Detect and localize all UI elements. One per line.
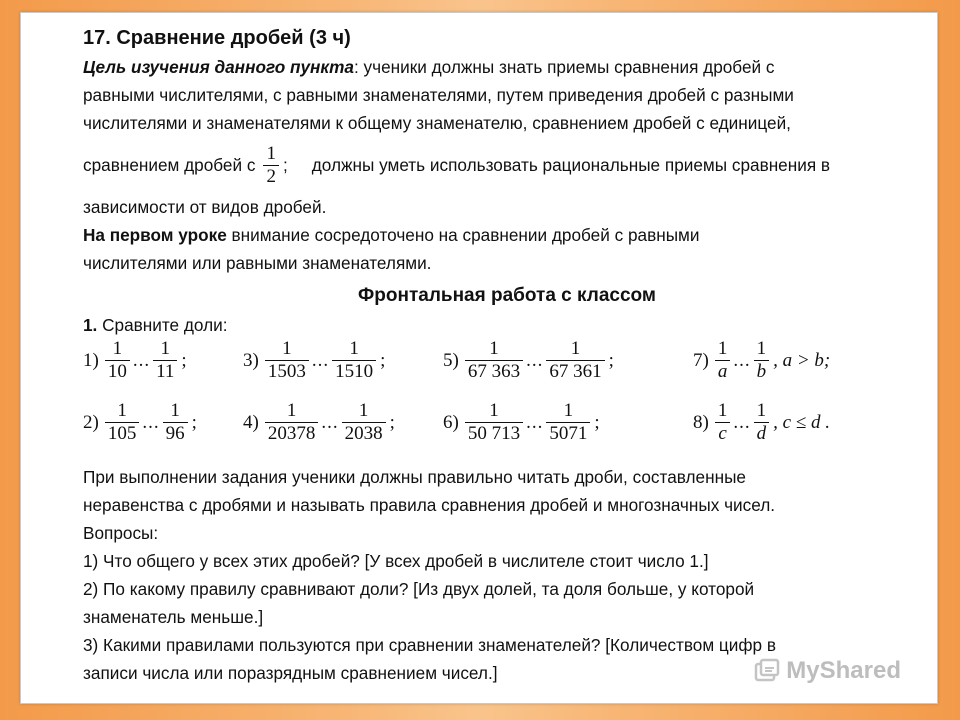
fraction-denominator: 2 bbox=[263, 165, 279, 187]
goal-line-3: числителями и знаменателями к общему знаменателю, сравнением дробей с единицей, bbox=[83, 113, 791, 133]
fraction-denominator: 20378 bbox=[265, 422, 319, 444]
fraction-one-half bbox=[263, 144, 279, 187]
goal-line-2: равными числителями, с равными знаменателями, путем приведения дробей с разными bbox=[83, 85, 794, 105]
task-line bbox=[83, 311, 931, 339]
task-number: 1. bbox=[83, 315, 98, 335]
paragraph-line-2: неравенства с дробями и называть правила сравнения дробей и многозначных чисел. bbox=[83, 495, 776, 515]
exercise-tail: ; bbox=[191, 411, 197, 433]
goal-label: Цель изучения данного пункта bbox=[83, 57, 354, 77]
first-lesson-line-1 bbox=[83, 221, 931, 249]
exercise-item bbox=[443, 401, 600, 444]
fraction bbox=[465, 339, 523, 382]
exercise-tail: ; bbox=[181, 349, 187, 371]
fraction-numerator: 1 bbox=[112, 338, 123, 359]
exercise-item bbox=[693, 339, 830, 382]
exercise-label: 7) bbox=[693, 349, 709, 371]
fraction bbox=[163, 401, 188, 444]
comparison-dots: ... bbox=[311, 349, 330, 371]
exercise-tail: ; bbox=[608, 349, 614, 371]
fraction-numerator: 1 bbox=[756, 338, 767, 359]
question-2-line-2: знаменатель меньше.] bbox=[83, 607, 264, 627]
fraction-denominator: 1503 bbox=[265, 360, 309, 382]
task-text: Сравните доли: bbox=[97, 315, 228, 335]
exercise-item bbox=[83, 339, 187, 382]
fraction bbox=[546, 339, 604, 382]
exercise-label: 8) bbox=[693, 411, 709, 433]
exercise-tail: , c ≤ d . bbox=[773, 411, 830, 433]
fraction-denominator: 50 713 bbox=[465, 422, 523, 444]
comparison-dots: ... bbox=[526, 411, 544, 433]
fraction-numerator: 1 bbox=[160, 338, 170, 359]
comparison-dots: ... bbox=[142, 411, 160, 433]
question-3-line-2: записи числа или поразрядным сравнением чисел.] bbox=[83, 663, 498, 683]
goal-text-4-before: сравнением дробей с bbox=[83, 155, 256, 175]
fraction bbox=[342, 401, 386, 444]
exercise-item bbox=[83, 401, 197, 444]
fraction bbox=[265, 339, 309, 382]
fraction-numerator: 1 bbox=[170, 400, 180, 421]
exercise-label: 2) bbox=[83, 411, 99, 433]
goal-text-4-rest: должны уметь использовать рациональные приемы сравнения в bbox=[311, 155, 831, 175]
goal-text-1: : ученики должны знать приемы сравнения дробей с bbox=[353, 57, 775, 77]
exercise-row-1 bbox=[83, 339, 931, 401]
comparison-dots: ... bbox=[321, 411, 339, 433]
fraction-denominator: b bbox=[754, 360, 770, 382]
fraction bbox=[465, 401, 523, 444]
first-lesson-text-1: внимание сосредоточено на сравнении дробей с равными bbox=[226, 225, 700, 245]
exercise-item bbox=[243, 401, 395, 444]
first-lesson-line-2: числителями или равными знаменателями. bbox=[83, 253, 432, 273]
fraction bbox=[332, 339, 376, 382]
exercise-item bbox=[243, 339, 385, 382]
goal-line-1 bbox=[83, 53, 931, 81]
exercise-label: 3) bbox=[243, 349, 259, 371]
section-heading: Фронтальная работа с классом bbox=[358, 285, 656, 306]
paragraph-line-1: При выполнении задания ученики должны правильно читать дроби, составленные bbox=[83, 467, 746, 487]
fraction-denominator: 1510 bbox=[332, 360, 376, 382]
fraction-numerator: 1 bbox=[117, 400, 127, 421]
fraction bbox=[715, 339, 731, 382]
watermark-text: MyShared bbox=[786, 657, 901, 684]
exercise-row-2 bbox=[83, 401, 931, 463]
fraction-denominator: d bbox=[754, 422, 770, 444]
fraction-numerator: 1 bbox=[756, 400, 767, 421]
fraction-numerator: 1 bbox=[563, 400, 574, 421]
fraction bbox=[754, 339, 770, 382]
exercise-label: 4) bbox=[243, 411, 259, 433]
fraction-numerator: 1 bbox=[358, 400, 369, 421]
page-title: 17. Сравнение дробей (3 ч) bbox=[83, 27, 351, 49]
fraction bbox=[546, 401, 590, 444]
watermark bbox=[754, 657, 901, 685]
comparison-dots: ... bbox=[733, 411, 751, 433]
exercise-label: 5) bbox=[443, 349, 459, 371]
first-lesson-bold: На первом уроке bbox=[83, 225, 227, 245]
fraction-denominator: 96 bbox=[163, 422, 188, 444]
fraction-numerator: 1 bbox=[286, 400, 297, 421]
exercise-label: 1) bbox=[83, 349, 99, 371]
goal-line-4 bbox=[83, 137, 931, 193]
fraction-numerator: 1 bbox=[489, 338, 499, 359]
question-1: 1) Что общего у всех этих дробей? [У всех дробей в числителе стоит число 1.] bbox=[83, 551, 709, 571]
fraction bbox=[105, 401, 140, 444]
fraction bbox=[265, 401, 319, 444]
fraction bbox=[754, 401, 770, 444]
fraction-numerator: 1 bbox=[489, 400, 499, 421]
fraction-numerator: 1 bbox=[717, 338, 728, 359]
fraction-denominator: 2038 bbox=[342, 422, 386, 444]
exercise-tail: ; bbox=[389, 411, 395, 433]
fraction-numerator: 1 bbox=[349, 338, 359, 359]
exercise-label: 6) bbox=[443, 411, 459, 433]
goal-line-5: зависимости от видов дробей. bbox=[83, 197, 327, 217]
fraction-numerator: 1 bbox=[266, 142, 276, 164]
document-page bbox=[20, 12, 938, 704]
exercise-tail: ; bbox=[594, 411, 600, 433]
questions-label: Вопросы: bbox=[83, 523, 159, 543]
fraction-numerator: 1 bbox=[282, 338, 292, 359]
fraction bbox=[153, 339, 177, 382]
fraction-denominator: 10 bbox=[105, 360, 130, 382]
fraction-numerator: 1 bbox=[570, 338, 581, 359]
fraction bbox=[715, 401, 731, 444]
document-content bbox=[83, 25, 931, 687]
fraction bbox=[105, 339, 130, 382]
exercise-item bbox=[443, 339, 614, 382]
question-2-line-1: 2) По какому правилу сравнивают доли? [Из двух долей, та доля больше, у которой bbox=[83, 579, 755, 599]
fraction-numerator: 1 bbox=[717, 400, 728, 421]
fraction-denominator: a bbox=[715, 360, 731, 382]
exercise-tail: ; bbox=[380, 349, 386, 371]
myshared-logo-icon bbox=[754, 658, 780, 684]
comparison-dots: ... bbox=[526, 349, 544, 371]
fraction-denominator: 11 bbox=[153, 360, 177, 382]
fraction-denominator: 67 361 bbox=[546, 360, 604, 382]
comparison-dots: ... bbox=[733, 349, 751, 371]
fraction-denominator: c bbox=[715, 422, 729, 444]
goal-semicolon: ; bbox=[282, 155, 288, 175]
question-3-line-1: 3) Какими правилами пользуются при сравнении знаменателей? [Количеством цифр в bbox=[83, 635, 776, 655]
fraction-denominator: 5071 bbox=[546, 422, 590, 444]
fraction-denominator: 67 363 bbox=[465, 360, 523, 382]
comparison-dots: ... bbox=[132, 349, 151, 371]
exercise-item bbox=[693, 401, 830, 444]
exercise-tail: , a > b; bbox=[773, 349, 831, 371]
fraction-denominator: 105 bbox=[105, 422, 140, 444]
